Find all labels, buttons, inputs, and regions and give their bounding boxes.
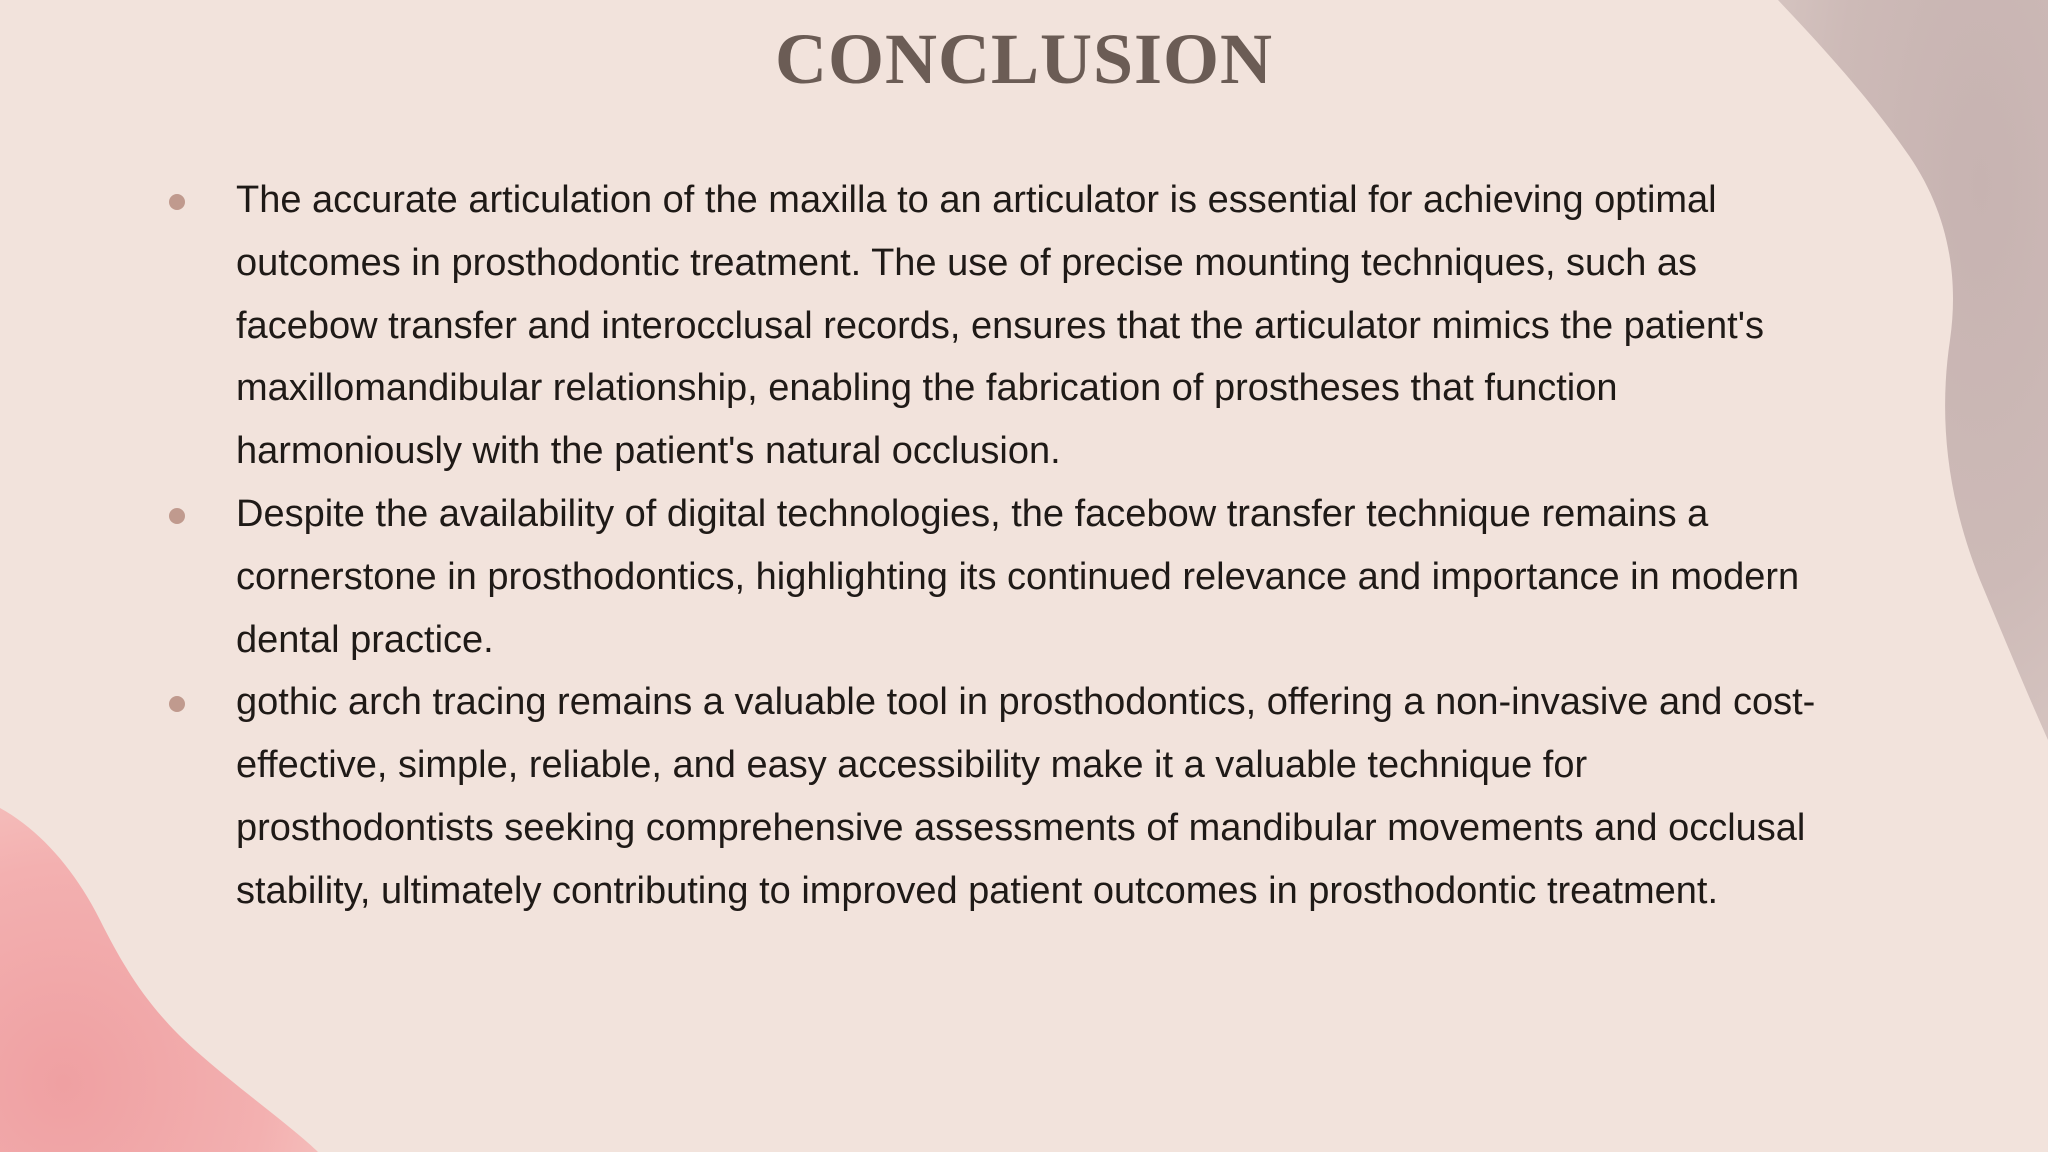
- top-right-blob: [1778, 0, 2048, 740]
- slide-title: CONCLUSION: [774, 19, 1274, 99]
- bullet-dot-icon: [169, 508, 185, 524]
- bullet-dot-icon: [169, 194, 185, 210]
- bullet-item-facebow: [236, 483, 1816, 671]
- bullet-text: The accurate articulation of the maxilla to an articulator is essential for achieving optimal outcomes in prosthodontic treatment. The use of precise mounting techniques, such as facebow transfer and interocclusal records, ensures that the articulator mimics the patient's maxillomandibular relationship, enabling the fabrication of prostheses that function harmoniously with the patient's natural occlusion.: [236, 179, 1764, 473]
- bullet-text: Despite the availability of digital technologies, the facebow transfer technique remains a cornerstone in prosthodontics, highlighting its continued relevance and importance in modern dental practice.: [236, 492, 1800, 661]
- bullet-item-gothic-arch: [236, 671, 1816, 922]
- bullet-list: [236, 169, 1816, 923]
- bullet-text: gothic arch tracing remains a valuable tool in prosthodontics, offering a non-invasive and cost-effective, simple, reliable, and easy accessibility make it a valuable technique for prosthodontists seeking comprehensive assessments of mandibular movements and occlusal stability, ultimately contributing to improved patient outcomes in prosthodontic treatment.: [236, 681, 1816, 912]
- bullet-item-articulation: [236, 169, 1816, 483]
